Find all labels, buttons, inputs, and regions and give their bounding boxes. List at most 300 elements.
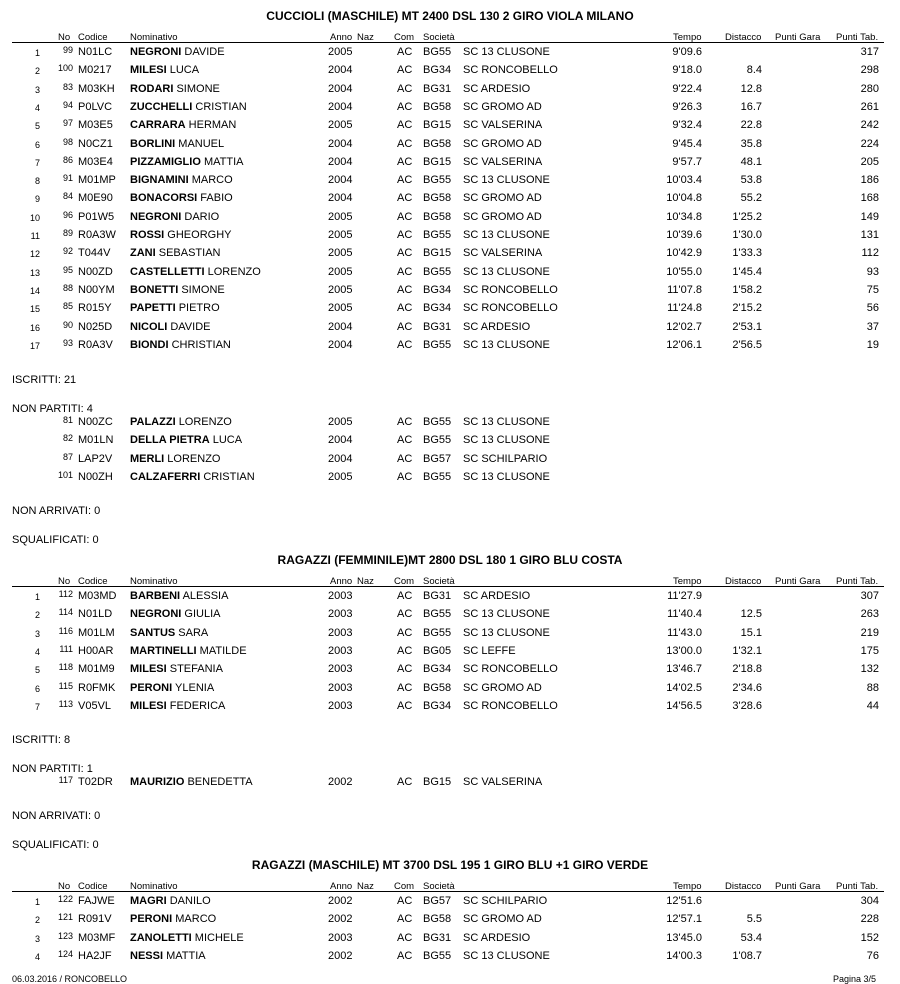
code-cell: M01MP: [78, 174, 116, 187]
club-code-cell: BG58: [423, 192, 452, 205]
col-codice: Codice: [78, 576, 108, 587]
club-cell: SC GROMO AD: [463, 192, 542, 205]
time-cell: 9'09.6: [672, 46, 702, 58]
header-rule: [12, 586, 884, 587]
club-cell: SC GROMO AD: [463, 210, 542, 223]
name-cell: [130, 608, 220, 620]
table-row: [0, 339, 900, 357]
club-code-cell: BG55: [423, 338, 452, 351]
first-name: CHRISTIAN: [171, 338, 231, 351]
first-name: HERMAN: [188, 119, 237, 132]
col-codice: Codice: [78, 32, 108, 43]
last-name: PIZZAMIGLIO: [130, 155, 201, 168]
last-name: NEGRONI: [130, 608, 182, 621]
table-row: [0, 950, 900, 968]
col-punti-tab: Punti Tab.: [836, 881, 879, 892]
bib-number-cell: 81: [62, 415, 73, 425]
time-cell: 12'57.1: [666, 913, 702, 926]
code-cell: HA2JF: [78, 949, 112, 962]
last-name: MAGRI: [130, 895, 167, 907]
position-cell: 11: [30, 231, 40, 241]
club-code-cell: BG58: [423, 681, 452, 694]
com-cell: AC: [397, 320, 413, 333]
table-row: [0, 284, 900, 302]
points-cell: 317: [860, 46, 879, 58]
bib-number-cell: 115: [58, 680, 73, 691]
first-name: FABIO: [200, 192, 233, 205]
table-row: [0, 590, 900, 608]
table-row: [0, 321, 900, 339]
code-cell: R015Y: [78, 302, 112, 315]
first-name: SEBASTIAN: [158, 247, 221, 260]
points-cell: 175: [860, 644, 879, 657]
bib-number-cell: 87: [62, 451, 73, 462]
club-cell: SC GROMO AD: [463, 137, 542, 150]
last-name: BARBENI: [130, 590, 181, 602]
table-row: [0, 645, 900, 663]
table-row: [0, 913, 900, 931]
last-name: ZUCCHELLI: [130, 100, 193, 113]
first-name: MICHELE: [194, 931, 244, 944]
club-cell: SC GROMO AD: [463, 913, 542, 926]
code-cell: R0A3W: [78, 229, 116, 241]
last-name: PALAZZI: [130, 416, 176, 428]
col-nominativo: Nominativo: [130, 32, 178, 43]
com-cell: AC: [397, 452, 413, 465]
name-cell: [130, 46, 225, 58]
points-cell: 307: [860, 590, 879, 602]
position-cell: 5: [34, 121, 40, 132]
name-cell: [130, 913, 216, 925]
last-name: PERONI: [130, 913, 173, 926]
club-code-cell: BG31: [423, 590, 452, 602]
last-name: ZANOLETTI: [130, 931, 192, 944]
com-cell: AC: [397, 229, 413, 241]
bib-number-cell: 123: [57, 930, 73, 941]
table-row: [0, 83, 900, 101]
non-partiti-label: NON PARTITI: 1: [12, 763, 93, 775]
col-codice: Codice: [78, 881, 108, 892]
name-cell: [130, 266, 261, 278]
club-code-cell: BG57: [423, 452, 452, 465]
time-cell: 10'04.8: [666, 192, 702, 205]
bib-number-cell: 122: [57, 894, 73, 904]
name-cell: [130, 339, 231, 351]
header-rule: [12, 891, 884, 892]
section-title: RAGAZZI (FEMMINILE)MT 2800 DSL 180 1 GIRO BLU COSTA: [277, 553, 623, 567]
com-cell: AC: [397, 470, 413, 483]
time-cell: 11'40.4: [667, 608, 702, 621]
com-cell: AC: [397, 119, 413, 132]
last-name: MILESI: [130, 64, 167, 77]
club-cell: SC GROMO AD: [463, 681, 542, 694]
col-nominativo: Nominativo: [130, 881, 178, 892]
first-name: SIMONE: [176, 82, 220, 95]
bib-number-cell: 96: [62, 209, 73, 220]
col-com: Com: [394, 881, 415, 892]
club-cell: SC ARDESIO: [463, 82, 531, 95]
club-code-cell: BG58: [423, 100, 452, 113]
table-row: [0, 64, 900, 82]
club-cell: SC RONCOBELLO: [463, 283, 558, 296]
footer-place-date: 06.03.2016 / RONCOBELLO: [12, 974, 128, 984]
club-cell: SC 13 CLUSONE: [463, 174, 550, 187]
code-cell: M0217: [78, 64, 112, 77]
footer-page-number: Pagina 3/5: [833, 974, 877, 984]
club-cell: SC ARDESIO: [463, 320, 531, 333]
position-cell: 3: [34, 628, 40, 639]
club-code-cell: BG34: [423, 302, 452, 315]
year-cell: 2004: [328, 192, 353, 205]
com-cell: AC: [397, 100, 413, 113]
com-cell: AC: [397, 64, 413, 77]
year-cell: 2004: [328, 64, 353, 77]
com-cell: AC: [397, 192, 413, 205]
first-name: SIMONE: [181, 283, 225, 296]
name-cell: [130, 416, 232, 428]
squalificati-label: SQUALIFICATI: 0: [12, 839, 99, 851]
first-name: YLENIA: [175, 681, 215, 694]
time-cell: 10'42.9: [666, 247, 702, 260]
club-code-cell: BG58: [423, 137, 452, 150]
gap-cell: 2'53.1: [732, 320, 762, 333]
year-cell: 2002: [328, 949, 353, 962]
col-distacco: Distacco: [725, 576, 762, 587]
col-naz: Naz: [357, 576, 374, 587]
points-cell: 205: [860, 155, 879, 168]
club-code-cell: BG34: [423, 283, 452, 296]
bib-number-cell: 100: [57, 63, 73, 74]
year-cell: 2004: [328, 137, 353, 150]
last-name: ROSSI: [130, 229, 165, 241]
name-cell: [130, 627, 208, 639]
year-cell: 2002: [328, 895, 353, 907]
points-cell: 228: [860, 913, 879, 926]
code-cell: R0FMK: [78, 681, 116, 694]
time-cell: 11'24.8: [667, 302, 702, 315]
gap-cell: 53.4: [740, 931, 762, 944]
table-row: [0, 682, 900, 700]
last-name: MARTINELLI: [130, 644, 197, 657]
code-cell: N00ZH: [78, 470, 113, 483]
points-cell: 56: [866, 302, 879, 315]
first-name: LORENZO: [167, 452, 221, 465]
last-name: CALZAFERRI: [130, 470, 201, 483]
bib-number-cell: 94: [62, 99, 73, 110]
last-name: BONACORSI: [130, 192, 198, 205]
code-cell: M01LM: [78, 626, 115, 639]
time-cell: 13'46.7: [666, 663, 702, 676]
club-cell: SC 13 CLUSONE: [463, 470, 550, 483]
com-cell: AC: [397, 626, 413, 639]
position-cell: 13: [29, 267, 40, 278]
position-cell: 16: [29, 322, 40, 333]
name-cell: [130, 663, 223, 675]
code-cell: N00ZD: [78, 265, 113, 278]
col-tempo: Tempo: [673, 576, 702, 587]
first-name: LUCA: [212, 434, 243, 447]
time-cell: 12'51.6: [666, 895, 702, 907]
code-cell: M03MF: [78, 931, 116, 944]
com-cell: AC: [397, 644, 413, 657]
year-cell: 2003: [328, 608, 353, 621]
table-header: [0, 881, 900, 895]
club-cell: SC ARDESIO: [463, 590, 531, 602]
bib-number-cell: 98: [62, 136, 73, 147]
first-name: DAVIDE: [170, 320, 211, 333]
code-cell: N01LC: [78, 46, 113, 58]
first-name: GIULIA: [184, 608, 221, 621]
name-cell: [130, 471, 255, 483]
col-nominativo: Nominativo: [130, 576, 178, 587]
table-row: [0, 211, 900, 229]
list-item: [0, 434, 900, 452]
club-code-cell: BG15: [423, 776, 452, 788]
gap-cell: 35.8: [740, 137, 762, 150]
col-societa: Società: [423, 881, 455, 892]
club-code-cell: BG55: [423, 416, 452, 428]
year-cell: 2004: [328, 338, 353, 351]
last-name: NICOLI: [130, 320, 168, 333]
time-cell: 9'26.3: [672, 100, 702, 113]
first-name: CRISTIAN: [195, 100, 247, 113]
position-cell: 1: [34, 48, 40, 58]
com-cell: AC: [397, 247, 413, 260]
club-code-cell: BG55: [423, 470, 452, 483]
points-cell: 93: [866, 265, 879, 278]
position-cell: 5: [34, 665, 40, 676]
name-cell: [130, 776, 253, 788]
name-cell: [130, 229, 231, 241]
list-item: [0, 453, 900, 471]
club-code-cell: BG15: [423, 247, 452, 260]
name-cell: [130, 174, 233, 186]
position-cell: 6: [34, 139, 40, 150]
table-row: [0, 46, 900, 64]
club-code-cell: BG55: [423, 434, 452, 447]
name-cell: [130, 192, 233, 204]
table-row: [0, 229, 900, 247]
year-cell: 2004: [328, 434, 353, 447]
year-cell: 2002: [328, 776, 353, 788]
last-name: NEGRONI: [130, 46, 182, 58]
bib-number-cell: 116: [58, 625, 73, 636]
gap-cell: 1'08.7: [732, 949, 762, 962]
bib-number-cell: 99: [62, 45, 73, 55]
col-tempo: Tempo: [673, 881, 702, 892]
club-cell: SC 13 CLUSONE: [463, 46, 550, 58]
club-code-cell: BG15: [423, 155, 452, 168]
gap-cell: 55.2: [740, 192, 762, 205]
year-cell: 2004: [328, 320, 353, 333]
year-cell: 2003: [328, 663, 353, 676]
points-cell: 112: [861, 247, 879, 260]
table-row: [0, 700, 900, 718]
first-name: LORENZO: [178, 416, 232, 428]
gap-cell: 12.5: [740, 608, 762, 621]
club-cell: SC GROMO AD: [463, 100, 542, 113]
club-cell: SC VALSERINA: [463, 247, 543, 260]
col-no: No: [58, 576, 71, 587]
gap-cell: 3'28.6: [732, 699, 762, 712]
com-cell: AC: [397, 46, 413, 58]
list-item: [0, 471, 900, 489]
list-item: [0, 416, 900, 434]
name-cell: [130, 64, 199, 76]
first-name: FEDERICA: [169, 699, 226, 712]
table-row: [0, 608, 900, 626]
table-row: [0, 247, 900, 265]
points-cell: 280: [860, 82, 879, 95]
code-cell: R0A3V: [78, 338, 113, 351]
first-name: PIETRO: [178, 302, 220, 315]
bib-number-cell: 111: [59, 643, 73, 654]
club-code-cell: BG55: [423, 174, 452, 187]
code-cell: P01W5: [78, 210, 115, 223]
time-cell: 14'00.3: [666, 949, 702, 962]
club-code-cell: BG34: [423, 64, 452, 77]
last-name: MERLI: [130, 452, 165, 465]
col-tempo: Tempo: [673, 32, 702, 43]
last-name: NEGRONI: [130, 210, 182, 223]
year-cell: 2003: [328, 699, 353, 712]
first-name: GHEORGHY: [167, 229, 232, 241]
time-cell: 9'18.0: [672, 64, 702, 77]
position-cell: 4: [34, 646, 40, 657]
com-cell: AC: [397, 155, 413, 168]
name-cell: [130, 247, 220, 259]
code-cell: LAP2V: [78, 452, 113, 465]
code-cell: N01LD: [78, 608, 113, 621]
club-cell: SC LEFFE: [463, 644, 516, 657]
last-name: MAURIZIO: [130, 776, 185, 788]
table-row: [0, 156, 900, 174]
code-cell: M03E4: [78, 155, 113, 168]
position-cell: 4: [34, 102, 40, 113]
time-cell: 9'32.4: [672, 119, 702, 132]
col-punti-tab: Punti Tab.: [836, 32, 879, 43]
time-cell: 11'27.9: [667, 590, 702, 602]
bib-number-cell: 113: [58, 698, 73, 709]
club-cell: SC VALSERINA: [463, 776, 543, 788]
code-cell: M01LN: [78, 434, 114, 447]
name-cell: [130, 119, 236, 131]
time-cell: 14'56.5: [666, 699, 702, 712]
section-title: RAGAZZI (MASCHILE) MT 3700 DSL 195 1 GIRO BLU +1 GIRO VERDE: [251, 858, 649, 872]
bib-number-cell: 97: [62, 118, 73, 129]
club-cell: SC 13 CLUSONE: [463, 265, 550, 278]
table-header: [0, 32, 900, 46]
gap-cell: 15.1: [740, 626, 762, 639]
club-cell: SC VALSERINA: [463, 155, 543, 168]
last-name: PERONI: [130, 681, 173, 694]
last-name: NESSI: [130, 949, 164, 962]
club-code-cell: BG31: [423, 320, 452, 333]
club-cell: SC 13 CLUSONE: [463, 608, 550, 621]
club-code-cell: BG55: [423, 626, 452, 639]
last-name: ZANI: [130, 247, 156, 260]
first-name: MATTIA: [203, 155, 244, 168]
table-row: [0, 266, 900, 284]
club-cell: SC SCHILPARIO: [463, 452, 548, 465]
header-rule: [12, 42, 884, 43]
gap-cell: 2'34.6: [732, 681, 762, 694]
col-societa: Società: [423, 32, 455, 43]
com-cell: AC: [397, 338, 413, 351]
bib-number-cell: 91: [62, 173, 73, 184]
col-anno: Anno: [330, 576, 353, 587]
code-cell: T044V: [78, 247, 111, 260]
year-cell: 2005: [328, 46, 353, 58]
points-cell: 37: [866, 320, 879, 333]
col-anno: Anno: [330, 32, 353, 43]
bib-number-cell: 89: [62, 228, 73, 238]
last-name: SANTUS: [130, 626, 176, 639]
year-cell: 2004: [328, 452, 353, 465]
col-distacco: Distacco: [725, 32, 762, 43]
table-row: [0, 138, 900, 156]
gap-cell: 1'32.1: [732, 644, 762, 657]
time-cell: 12'02.7: [666, 320, 702, 333]
com-cell: AC: [397, 137, 413, 150]
bib-number-cell: 112: [58, 589, 73, 599]
col-punti-tab: Punti Tab.: [836, 576, 879, 587]
com-cell: AC: [397, 590, 413, 602]
last-name: BIGNAMINI: [130, 174, 189, 187]
com-cell: AC: [397, 699, 413, 712]
bib-number-cell: 83: [62, 81, 73, 92]
position-cell: 9: [34, 194, 40, 205]
first-name: SARA: [178, 626, 209, 639]
section-title: CUCCIOLI (MASCHILE) MT 2400 DSL 130 2 GIRO VIOLA MILANO: [266, 9, 634, 23]
year-cell: 2005: [328, 247, 353, 260]
com-cell: AC: [397, 776, 413, 788]
first-name: LORENZO: [207, 265, 261, 278]
position-cell: 4: [34, 951, 40, 962]
position-cell: 17: [29, 340, 40, 351]
name-cell: [130, 682, 214, 694]
com-cell: AC: [397, 283, 413, 296]
code-cell: M01M9: [78, 663, 115, 676]
bib-number-cell: 84: [62, 191, 73, 202]
gap-cell: 1'25.2: [732, 210, 762, 223]
club-code-cell: BG58: [423, 913, 452, 926]
time-cell: 10'03.4: [666, 174, 702, 187]
code-cell: FAJWE: [78, 895, 115, 907]
gap-cell: 2'56.5: [732, 338, 762, 351]
table-row: [0, 627, 900, 645]
col-distacco: Distacco: [725, 881, 762, 892]
club-code-cell: BG31: [423, 82, 452, 95]
points-cell: 76: [866, 949, 879, 962]
com-cell: AC: [397, 913, 413, 926]
year-cell: 2004: [328, 174, 353, 187]
com-cell: AC: [397, 265, 413, 278]
points-cell: 152: [860, 931, 879, 944]
code-cell: M0E90: [78, 192, 113, 205]
position-cell: 7: [34, 157, 40, 168]
first-name: MARCO: [191, 174, 233, 187]
code-cell: M03KH: [78, 82, 115, 95]
last-name: MILESI: [130, 699, 167, 712]
com-cell: AC: [397, 434, 413, 447]
table-row: [0, 302, 900, 320]
code-cell: R091V: [78, 913, 112, 926]
name-cell: [130, 156, 243, 168]
com-cell: AC: [397, 949, 413, 962]
club-code-cell: BG05: [423, 644, 452, 657]
first-name: LUCA: [169, 64, 200, 77]
